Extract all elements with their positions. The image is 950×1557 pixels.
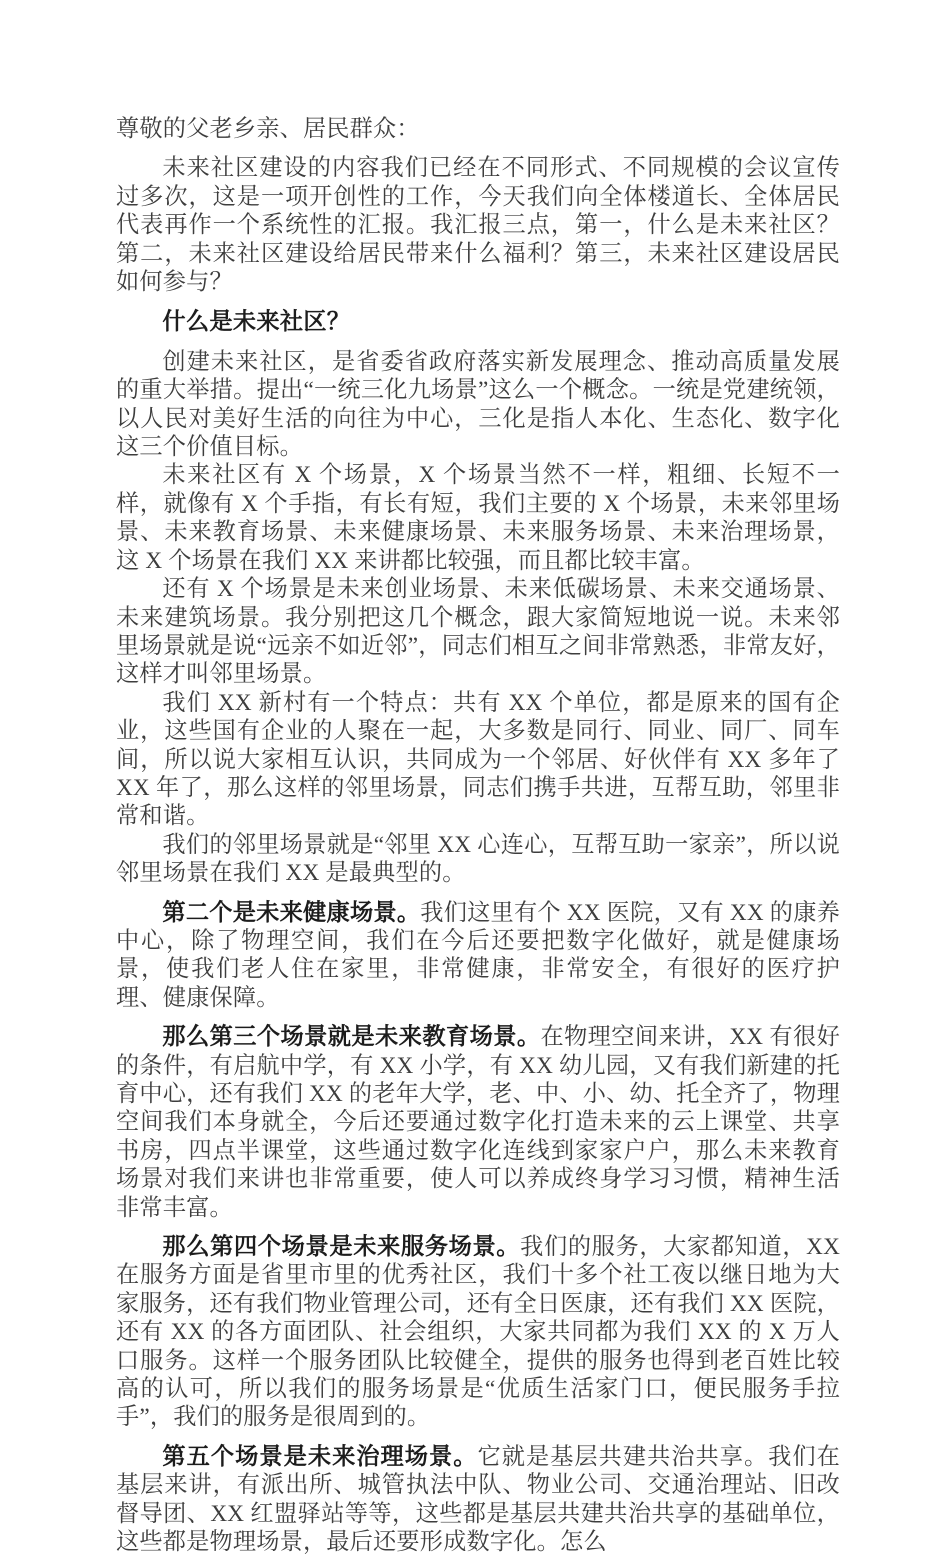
paragraph-village-feature: 我们 XX 新村有一个特点：共有 XX 个单位，都是原来的国有企业，这些国有企业的人聚在一起，大多数是同行、同业、同厂、同车间，所以说大家相互认识，共同成为一个邻居、好伙伴有 XX 多年了 XX 年了，那么这样的邻里场景，同志们携手共进，互帮互助，邻里非常和谐。 (116, 689, 840, 830)
paragraph-health-scene-body: 我们这里有个 XX 医院，又有 XX 的康养中心，除了物理空间，我们在今后还要把数字化做好，就是健康场景，使我们老人住在家里，非常健康，非常安全，有很好的医疗护理、健康保障。 (116, 899, 840, 1011)
paragraph-health-scene-lead: 第二个是未来健康场景。 (162, 898, 421, 926)
paragraph-health-scene (116, 899, 840, 1013)
paragraph-concept: 创建未来社区，是省委省政府落实新发展理念、推动高质量发展的重大举措。提出“一统三化九场景”这么一个概念。一统是党建统领，以人民对美好生活的向往为中心，三化是指人本化、生态化、数字化这三个价值目标。 (116, 348, 840, 461)
paragraph-education-scene-lead: 那么第三个场景就是未来教育场景。 (162, 1023, 541, 1051)
paragraph-neighborhood-slogan: 我们的邻里场景就是“邻里 XX 心连心，互帮互助一家亲”，所以说邻里场景在我们 XX 是最典型的。 (116, 831, 840, 887)
paragraph-education-scene-body: 在物理空间来讲，XX 有很好的条件，有启航中学，有 XX 小学，有 XX 幼儿园，又有我们新建的托育中心，还有我们 XX 的老年大学，老、中、小、幼、托全齐了，物理空间我们本身就全，今后还要通过数字化打造未来的云上课堂、共享书房，四点半课堂，这些通过数字化连线到家家户户，那么未来教育场景对我们来讲也非常重要，使人可以养成终身学习习惯，精神生活非常丰富。 (116, 1024, 840, 1221)
paragraph-governance-scene (116, 1443, 840, 1557)
paragraph-service-scene-lead: 那么第四个场景是未来服务场景。 (162, 1233, 521, 1261)
paragraph-service-scene (116, 1233, 840, 1432)
section-heading-what-is-future-community: 什么是未来社区？ (162, 308, 351, 336)
paragraph-governance-scene-lead: 第五个场景是未来治理场景。 (162, 1442, 478, 1470)
paragraph-scenes-overview: 未来社区有 X 个场景，X 个场景当然不一样，粗细、长短不一样，就像有 X 个手指，有长有短，我们主要的 X 个场景，未来邻里场景、未来教育场景、未来健康场景、未来服务场景、未来治理场景，这 X 个场景在我们 XX 来讲都比较强，而且都比较丰富。 (116, 462, 840, 574)
paragraph-governance-scene-body: 它就是基层共建共治共享。我们在基层来讲，有派出所、城管执法中队、物业公司、交通治理站、旧改督导团、XX 红盟驿站等等，这些都是基层共建共治共享的基础单位，这些都是物理场景，最后还要形成数字化。怎么 (116, 1443, 840, 1556)
document-body (116, 115, 840, 1557)
paragraph-education-scene (116, 1023, 840, 1222)
paragraph-other-scenes: 还有 X 个场景是未来创业场景、未来低碳场景、未来交通场景、未来建筑场景。我分别把这几个概念，跟大家简短地说一说。未来邻里场景就是说“远亲不如近邻”，同志们相互之间非常熟悉，非常友好，这样才叫邻里场景。 (116, 576, 840, 688)
salutation-line: 尊敬的父老乡亲、居民群众： (116, 116, 420, 142)
intro-paragraph: 未来社区建设的内容我们已经在不同形式、不同规模的会议宣传过多次，这是一项开创性的工作，今天我们向全体楼道长、全体居民代表再作一个系统性的汇报。我汇报三点，第一，什么是未来社区？第二，未来社区建设给居民带来什么福利？第三，未来社区建设居民如何参与？ (116, 155, 840, 296)
paragraph-service-scene-body: 我们的服务，大家都知道，XX 在服务方面是省里市里的优秀社区，我们十多个社工夜以继日地为大家服务，还有我们物业管理公司，还有全日医康，还有我们 XX 医院，还有 XX 的各方面团队、社会组织，大家共同都为我们 XX 的 X 万人口服务。这样一个服务团队比较健全，提供的服务也得到老百姓比较高的认可，所以我们的服务场景是“优质生活家门口，便民服务手拉手”，我们的服务是很周到的。 (116, 1234, 841, 1431)
